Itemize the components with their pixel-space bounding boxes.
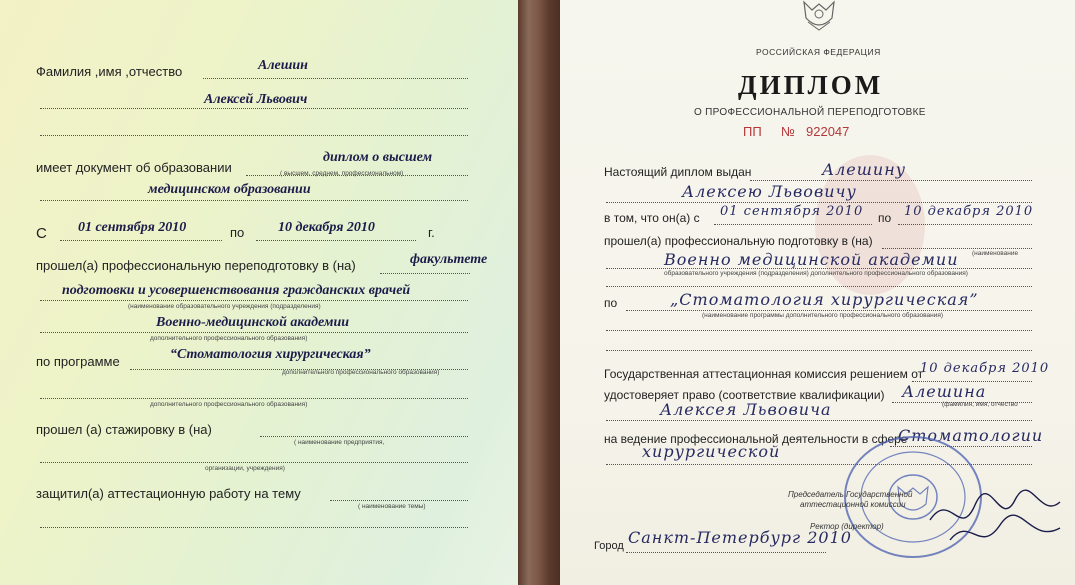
document-title: ДИПЛОМ [738,70,884,100]
dotted-line [882,248,1032,249]
retrain-note: (наименование [972,250,1019,257]
surname-label: Фамилия ,имя ,отчество [36,64,183,79]
commission-label: Государственная аттестационная комиссия решением от [604,367,924,381]
rector-label: Ректор (директор) [810,522,884,531]
activity-label: на ведение профессиональной деятельности в сфере [604,432,908,446]
has-doc-label: имеет документ об образовании [36,160,232,175]
defend-note: ( наименование темы) [358,503,426,510]
federation-label: РОССИЙСКАЯ ФЕДЕРАЦИЯ [756,47,881,57]
retrain-value: факультете [410,252,488,267]
chair-label: Председатель Государственной [788,490,913,499]
intern-label: прошел (а) стажировку в (на) [36,422,212,437]
dotted-line [40,200,468,201]
dotted-line [40,300,468,301]
number-sign: № [781,124,795,139]
dotted-line [714,224,872,225]
dotted-line [606,330,1032,331]
dotted-line [40,108,468,109]
retrain-label: прошел(а) профессиональную подготовку в (на) [604,234,873,248]
period-label: в том, что он(а) с [604,211,700,225]
program-note: (наименование программы дополнительного профессионального образования) [702,312,944,319]
period-to: 10 декабря 2010 [904,204,1034,219]
signature-icon [920,480,1070,560]
dotted-line [606,268,1032,269]
issued-value: Алешину [822,160,907,179]
city-value: Санкт-Петербург 2010 [628,528,852,547]
right-page [560,0,1075,585]
has-doc-value2: медицинском образовании [148,182,311,197]
name-value: Алексей Львович [204,92,308,107]
activity-value2: хирургической [642,442,781,461]
dotted-line [260,436,468,437]
dotted-line [40,398,468,399]
left-page [0,0,518,585]
retrain-note: (наименование образовательного учреждения (подразделения) [128,303,321,310]
right-value2: Алексея Львовича [660,400,832,419]
program-note2: дополнительного профессионального образования) [150,401,308,408]
right-label: удостоверяет право (соответствие квалификации) [604,388,885,402]
dotted-line [256,240,416,241]
document-subtitle: О ПРОФЕССИОНАЛЬНОЙ ПЕРЕПОДГОТОВКЕ [694,107,926,118]
intern-note2: организации, учреждения) [205,465,285,472]
dotted-line [60,240,222,241]
dotted-line [203,78,468,79]
issued-label: Настоящий диплом выдан [604,165,752,179]
has-doc-note: ( высшем, среднем, профессиональном) [280,170,404,177]
program-value: „Стоматология хирургическая” [670,290,979,309]
dotted-line [380,273,470,274]
dotted-line [330,500,468,501]
surname-value: Алешин [258,58,308,73]
retrain-label: прошел(а) профессиональную переподготовку в (на) [36,258,356,273]
dotted-line [606,420,1032,421]
to-word: по [230,225,245,240]
year-suffix: г. [428,225,435,240]
period-to-word: по [878,211,892,225]
to-date: 10 декабря 2010 [278,220,375,235]
right-value: Алешина [902,382,987,401]
book-spine [518,0,560,585]
dotted-line [750,180,1032,181]
dotted-line [40,135,468,136]
dotted-line [626,310,1032,311]
retrain-value3: Военно-медицинской академии [156,315,350,330]
from-date: 01 сентября 2010 [78,220,187,235]
dotted-line [606,202,1032,203]
retrain-value: Военно медицинской академии [664,250,959,269]
retrain-value2: подготовки и усовершенствования гражданских врачей [62,283,411,298]
program-label: по программе [36,354,120,369]
activity-value: Стоматологии [898,426,1044,445]
chair-label2: аттестационной комиссии [800,500,906,509]
dotted-line [40,462,468,463]
dotted-line [40,527,468,528]
period-from: 01 сентября 2010 [720,204,864,219]
intern-note: ( наименование предприятия, [294,439,385,446]
program-prefix: по [604,296,618,310]
series-label: ПП [743,124,762,139]
dotted-line [626,552,826,553]
city-label: Город [594,540,624,552]
issued-value2: Алексею Львовичу [682,182,857,201]
from-prefix: С [36,225,47,242]
program-note: дополнительного профессионального образования) [282,369,440,376]
dotted-line [606,350,1032,351]
document-number: 922047 [806,124,850,139]
retrain-note2: образовательного учреждения (подразделения) дополнительного профессионального образования) [664,270,968,277]
retrain-note2: дополнительного профессионального образования) [150,335,308,342]
has-doc-value: диплом о высшем [323,150,433,165]
dotted-line [40,332,468,333]
coat-of-arms-icon [796,0,842,32]
right-note: (фамилия, имя, отчество [942,401,1018,408]
program-value: “Стоматология хирургическая” [170,347,371,362]
dotted-line [606,286,1032,287]
dotted-line [898,224,1032,225]
commission-date: 10 декабря 2010 [920,361,1050,376]
defend-label: защитил(а) аттестационную работу на тему [36,486,301,501]
